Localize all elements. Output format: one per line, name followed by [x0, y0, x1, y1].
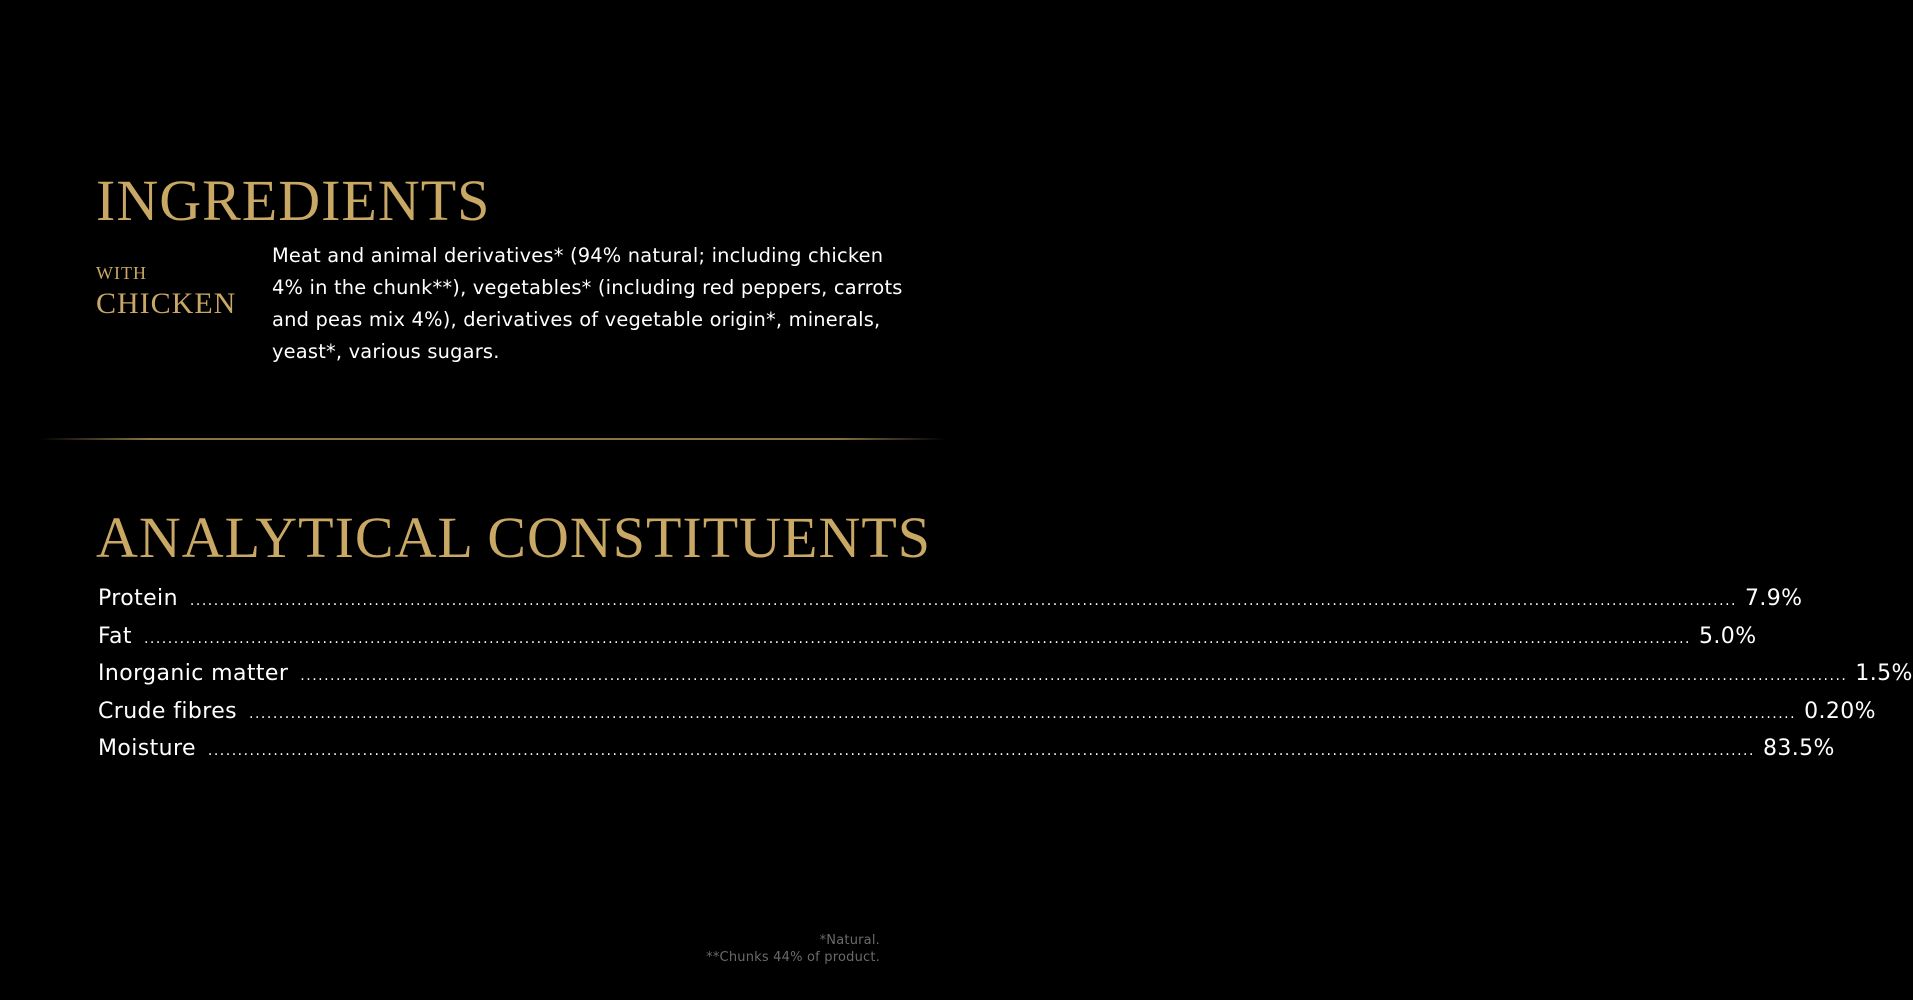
- dot-leader: ....................................................................................................................................................................................................................................................................: [207, 743, 1755, 760]
- footnotes: [706, 932, 880, 966]
- section-divider: [40, 438, 945, 440]
- footnote-chunks: **Chunks 44% of product.: [706, 950, 880, 965]
- nutrient-value: 0.20%: [1804, 698, 1876, 724]
- dot-leader: ....................................................................................................................................................................................................................................................................: [300, 668, 1848, 685]
- nutrient-label: Fat: [98, 623, 132, 649]
- nutrient-value: 83.5%: [1762, 736, 1835, 762]
- analytical-constituents-title: ANALYTICAL CONSTITUENTS: [96, 505, 932, 570]
- nutrient-row-fat: [98, 623, 1757, 662]
- nutrient-value: 1.5%: [1855, 661, 1913, 687]
- nutrient-row-crude-fibres: [98, 698, 1876, 737]
- nutrient-row-protein: [98, 586, 1803, 624]
- variant-label-top: WITH: [96, 263, 147, 283]
- nutrient-row-moisture: [98, 736, 1835, 774]
- footnote-natural: *Natural.: [819, 933, 880, 948]
- nutrient-value: 5.0%: [1699, 623, 1757, 649]
- nutrient-value: 7.9%: [1744, 586, 1803, 611]
- nutrient-label: Protein: [98, 586, 178, 611]
- variant-label-main: CHICKEN: [96, 287, 237, 320]
- dot-leader: ....................................................................................................................................................................................................................................................................: [143, 630, 1692, 647]
- variant-label: [96, 260, 256, 322]
- nutrient-label: Crude fibres: [98, 698, 238, 724]
- nutrient-label: Moisture: [98, 736, 196, 762]
- nutrient-label: Inorganic matter: [98, 661, 289, 687]
- dot-leader: ....................................................................................................................................................................................................................................................................: [249, 705, 1797, 722]
- analytical-constituents-list: [98, 586, 1913, 774]
- ingredients-text: Meat and animal derivatives* (94% natural; including chicken 4% in the chunk**), vegetables* (including red peppers, carrots and peas mix 4%), derivatives of vegetable origin*, minerals, yeast*, various sugars.: [272, 244, 903, 363]
- nutrient-row-inorganic-matter: [98, 661, 1913, 699]
- ingredients-title: INGREDIENTS: [96, 168, 491, 233]
- dot-leader: ....................................................................................................................................................................................................................................................................: [189, 593, 1737, 609]
